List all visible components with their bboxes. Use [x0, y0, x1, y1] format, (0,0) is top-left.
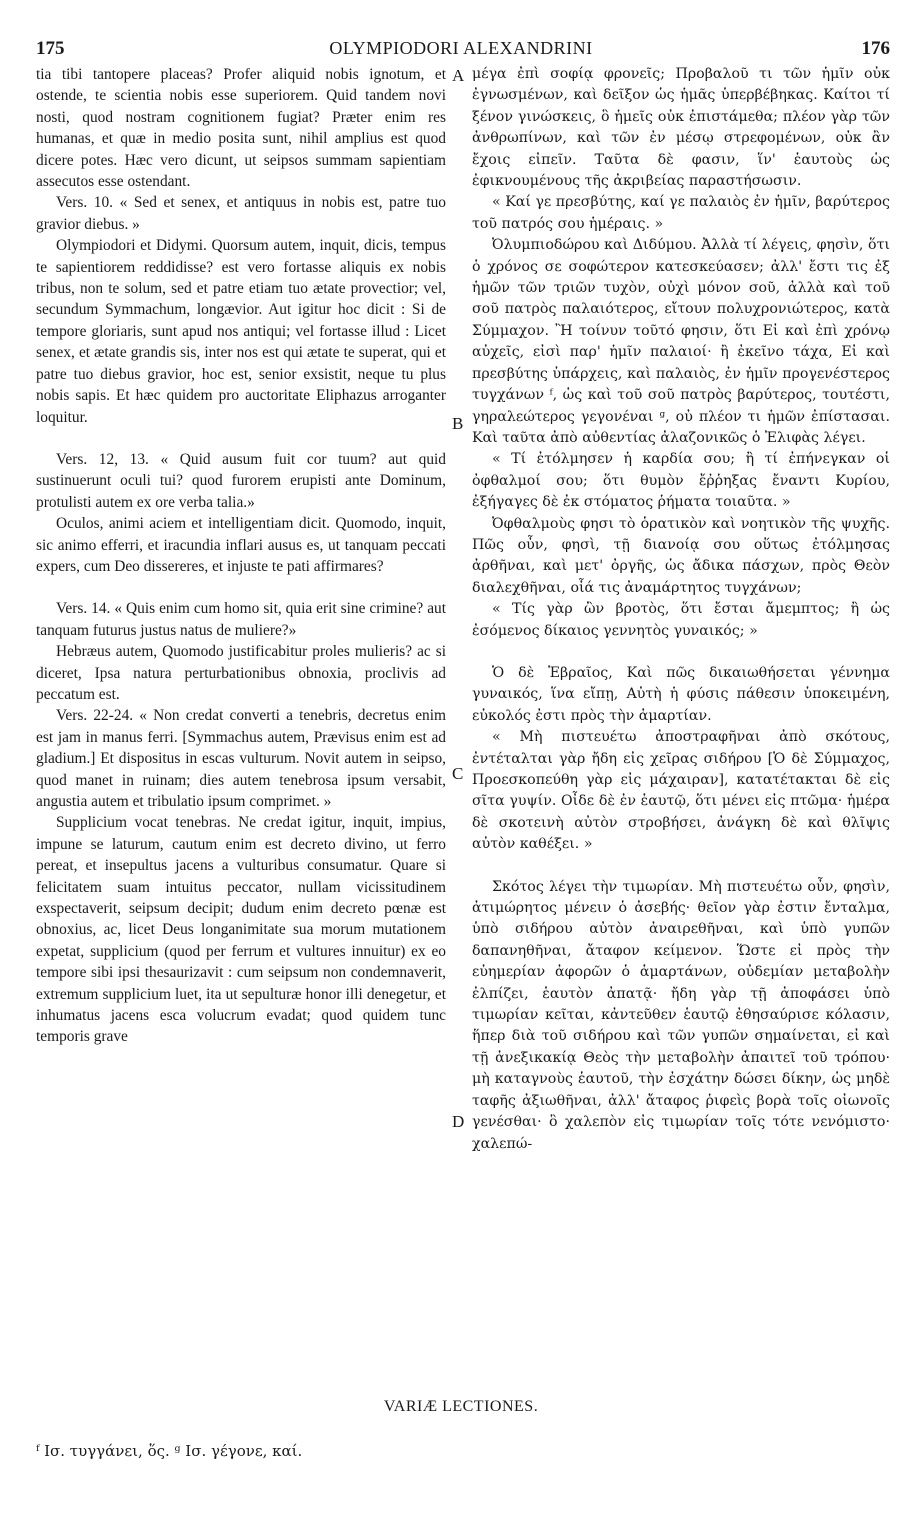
greek-verse: « Τί ἐτόλμησεν ἡ καρδία σου; ἢ τί ἐπήνεγκαν οἱ ὀφθαλμοί σου; ὅτι θυμὸν ἔῤῥηξας ἔναντι Κυρίου, ἐξήγαγες δὲ ἐκ στόματος ῥήματα τοιαῦτα. » — [472, 451, 890, 511]
greek-column — [472, 64, 890, 1155]
greek-paragraph: Ὁ δὲ Ἑβραῖος, Καὶ πῶς δικαιωθήσεται γέννημα γυναικός, ἵνα εἴπῃ, Αὐτὴ ἡ φύσις πάθεσιν ὑποκειμένη, εὐκολός ἐστι πρὸς τὴν ἁμαρτίαν. — [472, 664, 890, 724]
greek-verse: « Τίς γὰρ ὢν βροτὸς, ὅτι ἔσται ἄμεμπτος; ἢ ὡς ἐσόμενος δίκαιος γεννητὸς γυναικός; » — [472, 601, 890, 639]
latin-paragraph: Supplicium vocat tenebras. Ne credat igitur, inquit, impius, impune se laturum, cautum enim est decreto divino, ut ferro pereat, et insepultus jacens a vulturibus consumatur. Quare si felicitatem suam intuitus peccator, nullam vicissitudinem exspectaverit, seipsum decipit; dudum enim decreto pœnæ est obnoxius, ac, licet Deus longanimitate sua morum mutationem expetat, supplicium (quod per ferrum et vultures innuitur) ex eo tempore sibi ipsi thesaurizavit : cum seipsum non condemnaverit, extremum supplicium luet, ita ut sepulturæ honor illi denegetur, et inhumatus jacens esca volucrum evadat; quod quidem tunc temporis grave — [36, 814, 446, 1046]
greek-paragraph: μέγα ἐπὶ σοφίᾳ φρονεῖς; Προβαλοῦ τι τῶν ἡμῖν οὐκ ἐγνωσμένων, καὶ δεῖξον ὡς ἡμᾶς ὑπερβέβηκας. Καίτοι τί ξένον γινώσκεις, ὃ ἡμεῖς οὐκ ἐπιστάμεθα; πλέον γὰρ τῶν ἀνθρωπίνων, καὶ τῶν ἐν μέσῳ στρεφομένων, οὐκ ἂν ἔχοις εἰπεῖν. Ταῦτα δὲ φασιν, ἵν' ἑαυτοὺς ὡς ἐφικνουμένους τῆς ἀκριβείας παραστήσωσιν. — [472, 66, 890, 190]
latin-column — [36, 64, 446, 1048]
latin-paragraph: Hebræus autem, Quomodo justificabitur proles mulieris? ac si diceret, Ipsa natura perturbationibus obnoxia, proclivis ad peccatum est. — [36, 643, 446, 703]
margin-letter-b: B — [452, 414, 464, 433]
latin-paragraph: Olympiodori et Didymi. Quorsum autem, inquit, dicis, tempus te sapientiorem reddidisse? est vero fortasse aliquis ex nobis tribus, non te solum, sed et patre etiam tuo ætate provectior; vel, secundum Symmachum, longævior. Aut igitur hoc dicit : Si de tempore gloriaris, sunt apud nos antiqui; vel fortasse illud : Licet senex, et ætate grandis sis, inter nos est qui ætate te superat, qui et patre tuo diebus gravior, hoc est, senior exsistit, neque tu plus nobis sapis. Et hæc quidem pro auctoritate Eliphazus arroganter loquitur. — [36, 237, 446, 426]
margin-letter-d: D — [452, 1112, 465, 1131]
latin-paragraph: Oculos, animi aciem et intelligentiam dicit. Quomodo, inquit, sic animo efferri, et iracundia inflari ausus es, ut tanquam peccati expers, cum Deo dissereres, et injuste te pati affirmares? — [36, 515, 446, 575]
page-number-left: 175 — [36, 38, 65, 59]
latin-paragraph: tia tibi tantopere placeas? Profer aliquid nobis ignotum, et ostende, te scientia nobis esse superiorem. Quid tandem novi nosti, quod nostram cognitionem fugiat? Præter enim res humanas, et quæ in medio posita sunt, nihil amplius est quod dicere potes. Hæc vero dicunt, ut seipsos summam sapientiam assecutos esse ostendant. — [36, 66, 446, 191]
greek-verse: « Καί γε πρεσβύτης, καί γε παλαιὸς ἐν ἡμῖν, βαρύτερος τοῦ πατρός σου ἡμέραις. » — [472, 194, 890, 232]
latin-verse-heading: Vers. 12, 13. « Quid ausum fuit cor tuum? aut quid sustinuerunt oculi tui? quod furorem erupisti ante Dominum, protulisti autem ex ore verba talia.» — [36, 450, 446, 511]
greek-verse: « Μὴ πιστευέτω ἀποστραφῆναι ἀπὸ σκότους, ἐντέταλται γὰρ ἤδη εἰς χεῖρας σιδήρου [Ὁ δὲ Σύμμαχος, Προεσκοπεύθη γὰρ εἰς μάχαιραν], κατατέτακται δὲ εἰς σῖτα γυψίν. Οἶδε δὲ ἐν ἑαυτῷ, ὅτι μένει εἰς πτῶμα· ἡμέρα δὲ σκοτεινὴ αὐτὸν στροβήσει, ἀνάγκη δὲ καὶ θλῖψις αὐτὸν καθέξει. » — [472, 729, 890, 853]
margin-letter-c: C — [452, 764, 464, 783]
footnote: ᶠ Ισ. τυγγάνει, ὅς. ᵍ Ισ. γέγονε, καί. — [36, 1442, 303, 1460]
variae-lectiones-heading: VARIÆ LECTIONES. — [383, 1398, 539, 1415]
latin-verse-heading: Vers. 22-24. « Non credat converti a tenebris, decretus enim est jam in manus ferri. [Symmachus autem, Prævisus enim est ad gladium.] Et dispositus in escas vulturum. Novit autem in seipso, quod manet in ruinam; dies autem tenebrosa ipsum versabit, angustia autem et tribulatio ipsum comprimet. » — [36, 707, 446, 810]
latin-verse-heading: Vers. 14. « Quis enim cum homo sit, quia erit sine crimine? aut tanquam futurus justus natus de muliere?» — [36, 600, 446, 639]
running-head: OLYMPIODORI ALEXANDRINI — [329, 38, 593, 58]
greek-paragraph: Ὀφθαλμοὺς φησι τὸ ὁρατικὸν καὶ νοητικὸν τῆς ψυχῆς. Πῶς οὖν, φησὶ, τῇ διανοίᾳ σου οὕτως ἐτόλμησας ἀρθῆναι, καὶ μετ' ὀργῆς, ὡς ἄδικα πάσχων, πρὸς Θεὸν διαλεχθῆναι, οἷά τις ἀναμάρτητος τυγχάνων; — [472, 515, 890, 596]
greek-paragraph: Σκότος λέγει τὴν τιμωρίαν. Μὴ πιστευέτω οὖν, φησὶν, ἀτιμώρητος μένειν ὁ ἀσεβής· θεῖον γὰρ ἐστιν ἔνταλμα, ὑπὸ σιδήρου αὐτὸν ἀναιρεθῆναι, καὶ ὑπὸ γυπῶν δαπανηθῆναι, ἄταφον κείμενον. Ὥστε εἰ πρὸς τὴν εὐημερίαν ἀφορῶν ὁ ἁμαρτάνων, οὐδεμίαν μεταβολὴν ἐλπίζει, ἑαυτὸν ἀπατᾷ· ἤδη γὰρ τῇ ἀποφάσει ὑπὸ τιμωρίαν κεῖται, κἀντεῦθεν ἑαυτῷ ἐθησαύρισε κόλασιν, ἥπερ διὰ τοῦ σιδήρου καὶ τῶν γυπῶν σημαίνεται, εἰ καὶ τῇ ἀνεξικακίᾳ Θεὸς τὴν μεταβολὴν ἀπαιτεῖ τοῦ τρόπου· μὴ καταγνοὺς ἑαυτοῦ, τὴν ἐσχάτην δώσει δίκην, ὡς μηδὲ ταφῆς ἀξιωθῆναι, ἀλλ' ἄταφος ῥιφεὶς βορὰ τοῖς οἰωνοῖς γενέσθαι· ὃ χαλεπὸν εἰς τιμωρίαν τοῖς τότε νενόμιστο· χαλεπώ- — [472, 878, 890, 1152]
latin-verse-heading: Vers. 10. « Sed et senex, et antiquus in nobis est, patre tuo gravior diebus. » — [36, 194, 446, 233]
margin-letter-a: A — [452, 66, 465, 85]
page-number-right: 176 — [861, 38, 890, 59]
greek-paragraph: Ὀλυμπιοδώρου καὶ Διδύμου. Ἀλλὰ τί λέγεις, φησὶν, ὅτι ὁ χρόνος σε σοφώτερον κατεσκεύασεν; ἀλλ' ἔστι τις ἐξ ἡμῶν τῶν τριῶν τυχὸν, οὐχὶ μόνον σοῦ, ἀλλὰ καὶ τοῦ σοῦ πατρὸς παλαιότερος, εἴτουν πολυχρονιώτερος, κατὰ Σύμμαχον. Ἢ τοίνυν τοῦτό φησιν, ὅτι Εἰ καὶ ἐπὶ χρόνῳ αὐχεῖς, εἰσὶ παρ' ἡμῖν παλαιοί· ἢ ἐκεῖνο τάχα, Εἰ καὶ πρεσβύτης ὑπάρχεις, καὶ παλαιὸς, ἐν ἡμῖν προγενέστερος τυγχάνων ᶠ, ὡς καὶ τοῦ σοῦ πατρὸς βαρύτερος, τουτέστι, γηραλεώτερος γεγονέναι ᵍ, οὐ πλέον τι ἡμῶν ἐπίστασαι. Καὶ ταῦτα ἀπὸ αὐθεντίας ἀλαζονικῶς ὁ Ἐλιφὰς λέγει. — [472, 237, 890, 446]
